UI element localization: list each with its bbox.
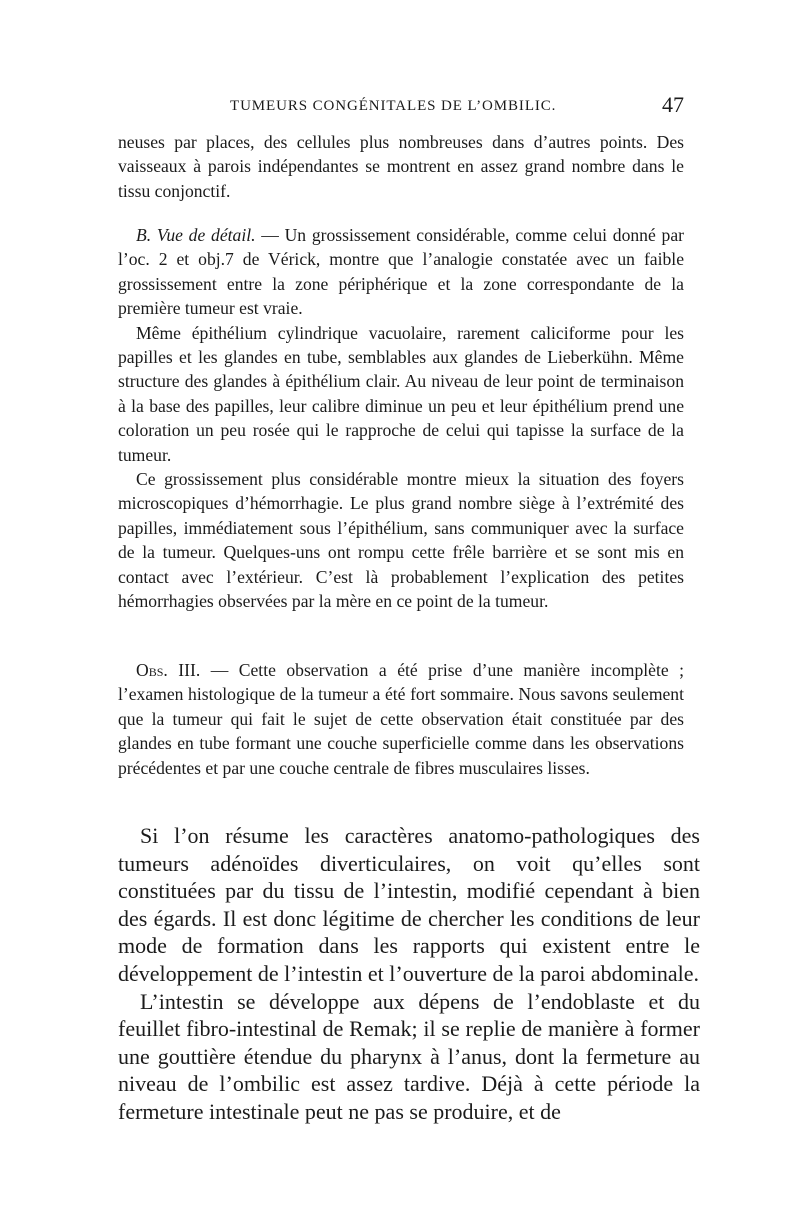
paragraph-continuation: neuses par places, des cellules plus nombreuses dans d’autres points. Des vaisseaux à parois indépendantes se montrent en assez grand nombre dans le tissu conjonctif. xyxy=(118,132,684,201)
text-block-summary xyxy=(118,822,700,1126)
paragraph-observation-iii xyxy=(118,658,684,780)
text-block-detail-view xyxy=(118,223,684,614)
text-block-observation xyxy=(118,658,684,780)
paragraph-observation-text: — Cette observation a été prise d’une manière incomplète ; l’examen histologique de la tumeur a été fort sommaire. Nous savons seulement que la tumeur qui fait le sujet de cette observation était constituée par des glandes en tube formant une couche superficielle comme dans les observations précédentes et par une couche centrale de fibres musculaires lisses. xyxy=(118,660,685,778)
paragraph-epithelium: Même épithélium cylindrique vacuolaire, rarement caliciforme pour les papilles et les glandes en tube, semblables aux glandes de Lieberkühn. Même structure des glandes à épithélium clair. Au niveau de leur point de terminaison à la base des papilles, leur calibre diminue un peu et leur épithélium prend une coloration un peu rosée qui le rapproche de celui qui tapisse la surface de la tumeur. xyxy=(118,322,684,465)
page-header xyxy=(118,92,684,120)
paragraph-detail-text: — Un grossissement considérable, comme celui donné par l’oc. 2 et obj.7 de Vérick, montre que l’analogie constatée avec un faible grossissement entre la zone périphérique et la zone correspondante de la première tumeur est vraie. xyxy=(118,225,684,319)
observation-label: Obs. III. xyxy=(136,660,201,680)
paragraph-hemorrhage: Ce grossissement plus considérable montre mieux la situation des foyers microscopiques d’hémorrhagie. Le plus grand nombre siège à l’extrémité des papilles, immédiatement sous l’épithélium, sans communiquer avec la surface de la tumeur. Quelques-uns ont rompu cette frêle barrière et se sont mis en contact avec l’extérieur. C’est là probablement l’explication des petites hémorrhagies observées par la mère en ce point de la tumeur. xyxy=(118,469,684,612)
page-number: 47 xyxy=(662,92,684,117)
section-label: B. Vue de détail. xyxy=(136,225,256,245)
paragraph-detail-view xyxy=(118,223,684,321)
text-block-continuation xyxy=(118,130,684,203)
paragraph-intestine-development: L’intestin se développe aux dépens de l’endoblaste et du feuillet fibro-intestinal de Remak; il se replie de manière à former une gouttière étendue du pharynx à l’anus, dont la fermeture au niveau de l’ombilic est assez tardive. Déjà à cette période la fermeture intestinale peut ne pas se produire, et de xyxy=(118,988,700,1124)
paragraph-summary: Si l’on résume les caractères anatomo-pathologiques des tumeurs adénoïdes diverticulaires, on voit qu’elles sont constituées par du tissu de l’intestin, modifié cependant à bien des égards. Il est donc légitime de chercher les conditions de leur mode de formation dans les rapports qui existent entre le développement de l’intestin et l’ouverture de la paroi abdominale. xyxy=(118,823,700,986)
running-title: TUMEURS CONGÉNITALES DE L’OMBILIC. xyxy=(230,98,557,114)
